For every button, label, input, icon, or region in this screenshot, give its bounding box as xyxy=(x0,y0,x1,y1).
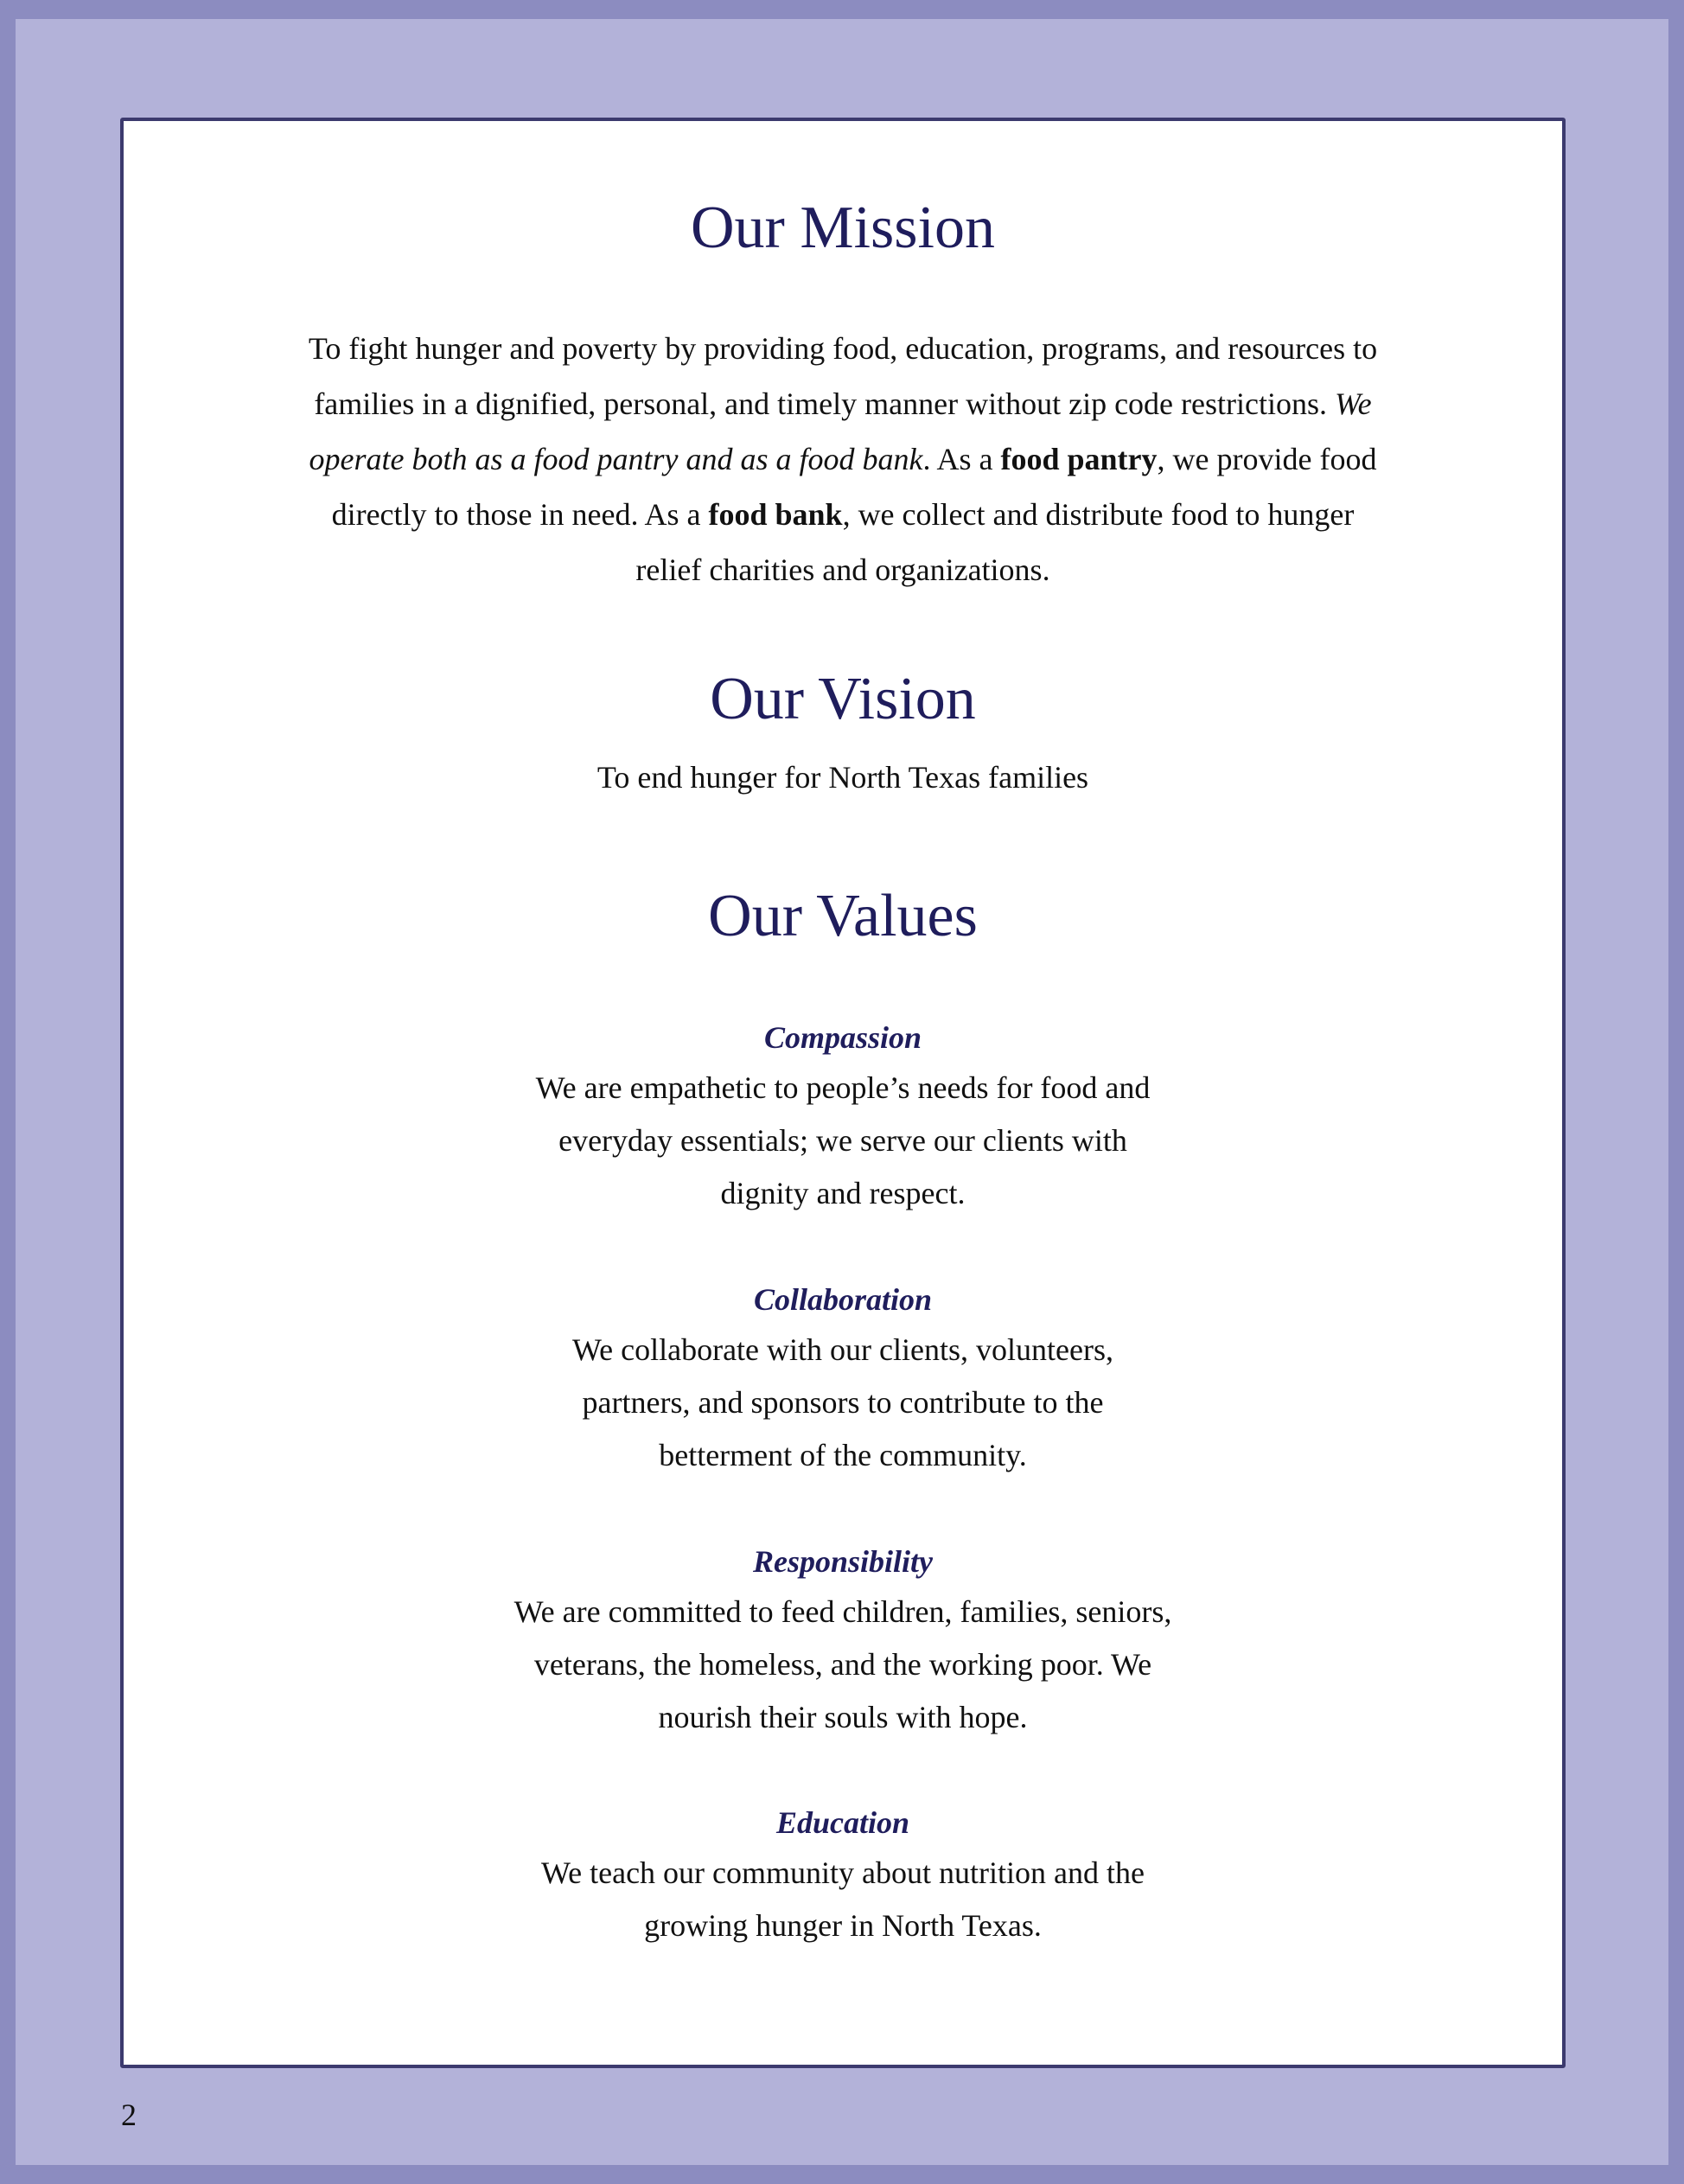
mission-bold-food-pantry: food pantry xyxy=(1000,442,1158,476)
value-description: We teach our community about nutrition and the growing hunger in North Texas. xyxy=(541,1855,1145,1943)
value-description: We are empathetic to people’s needs for food and everyday essentials; we serve our clients with dignity and respect. xyxy=(535,1070,1151,1210)
page-number: 2 xyxy=(121,2098,137,2132)
value-collaboration xyxy=(530,1275,1156,1482)
mission-text-2: . As a xyxy=(922,442,1001,476)
value-compassion xyxy=(530,1013,1156,1220)
mission-text-1: To fight hunger and poverty by providing food, education, programs, and resources to families in a dignified, personal, and timely manner without zip code restrictions. xyxy=(308,331,1378,421)
value-education xyxy=(504,1798,1182,1952)
mission-paragraph xyxy=(305,321,1381,597)
value-description: We are committed to feed children, families, seniors, veterans, the homeless, and the working poor. We nourish their souls with hope. xyxy=(513,1594,1172,1734)
vision-heading: Our Vision xyxy=(710,666,976,732)
value-responsibility xyxy=(504,1537,1182,1744)
mission-text-4: , we collect and distribute food to hunger relief charities and organizations. xyxy=(635,497,1355,587)
vision-text: To end hunger for North Texas families xyxy=(596,760,1089,795)
value-name: Responsibility xyxy=(752,1544,934,1579)
mission-heading: Our Mission xyxy=(691,195,995,261)
values-heading: Our Values xyxy=(708,883,978,949)
value-name: Compassion xyxy=(763,1020,922,1055)
mission-bold-food-bank: food bank xyxy=(708,497,843,532)
mission-text-3: , we provide food directly to those in need. As a xyxy=(331,442,1377,532)
value-description: We collaborate with our clients, volunteers, partners, and sponsors to contribute to the betterment of the community. xyxy=(572,1332,1113,1472)
value-name: Collaboration xyxy=(753,1282,933,1317)
value-name: Education xyxy=(775,1805,910,1840)
content-card xyxy=(120,118,1566,2068)
mission-text-italic: We operate both as a food pantry and as a food bank xyxy=(309,386,1372,476)
